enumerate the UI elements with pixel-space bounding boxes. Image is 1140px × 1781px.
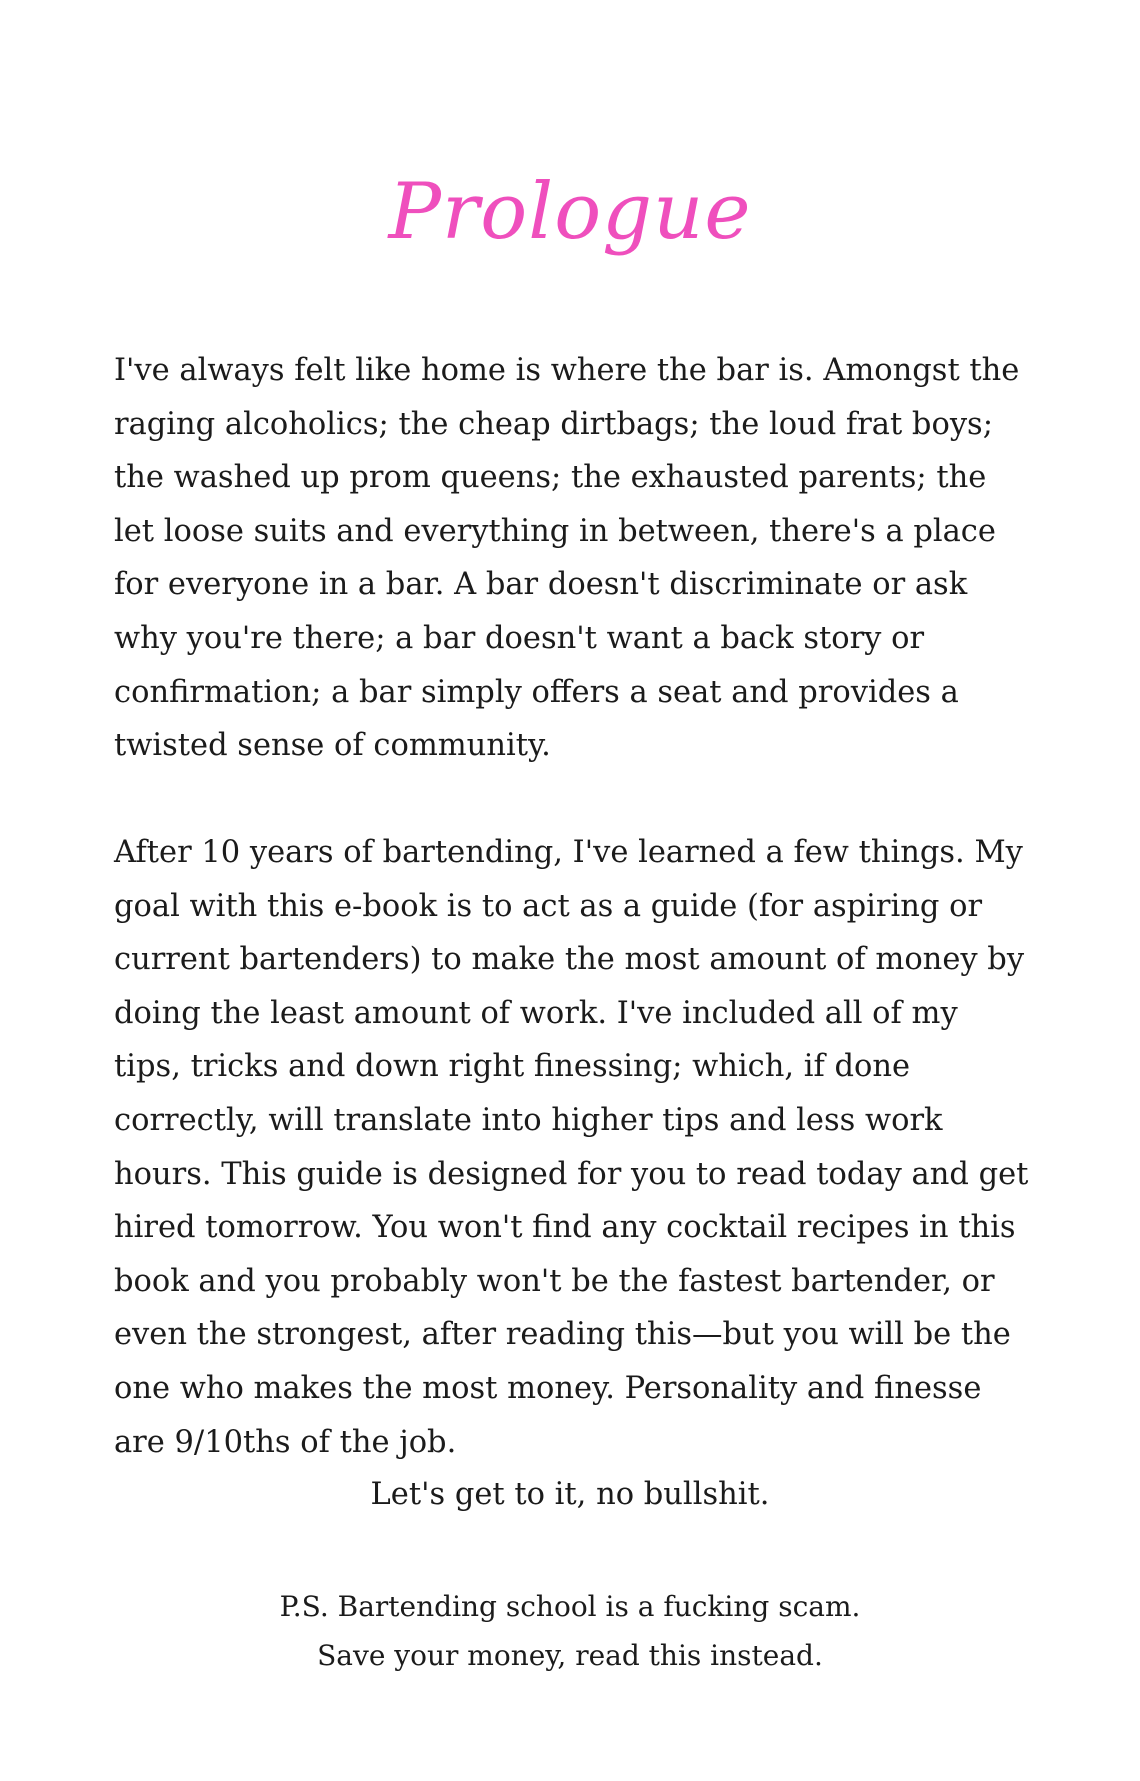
postscript-line-1: P.S. Bartending school is a fucking scam. (279, 1590, 861, 1623)
closing-line: Let's get to it, no bullshit. (370, 1477, 770, 1512)
page-title: Prologue (388, 167, 752, 257)
postscript (0, 1582, 1140, 1680)
paragraph-intro: I've always felt like home is where the bar is. Amongst the raging alcoholics; the cheap dirtbags; the loud frat boys; the washed up prom queens; the exhausted parents; the let loose suits and everything in between, there's a place for everyone in a bar. A bar doesn't discriminate or ask why you're there; a bar doesn't want a back story or confirmation; a bar simply offers a seat and provides a twisted sense of community. (114, 353, 1020, 764)
postscript-line-2: Save your money, read this instead. (317, 1639, 823, 1672)
paragraph-goal: After 10 years of bartending, I've learned a few things. My goal with this e-book is to act as a guide (for aspiring or current bartenders) to make the most amount of money by doing the least amount of work. I've included all of my tips, tricks and down right finessing; which, if done correctly, will translate into higher tips and less work hours. This guide is designed for you to read today and get hired tomorrow. You won't find any cocktail recipes in this book and you probably won't be the fastest bartender, or even the strongest, after reading this—but you will be the one who makes the most money. Personality and finesse are 9/10ths of the job. (114, 835, 1029, 1460)
